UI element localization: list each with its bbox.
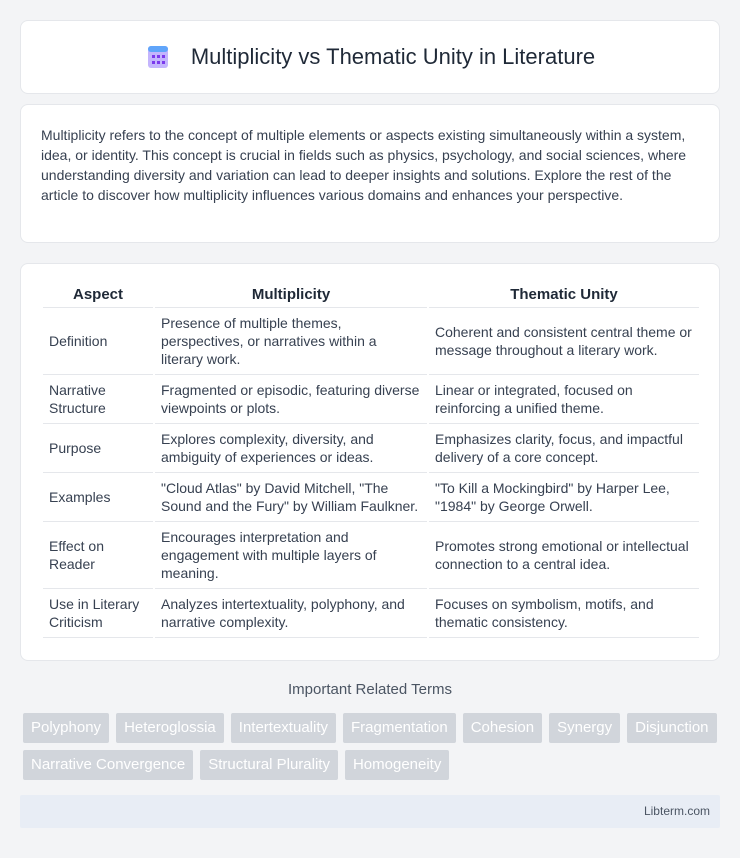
related-term-tag[interactable]: Narrative Convergence: [23, 750, 193, 780]
cell-thematic-unity: Linear or integrated, focused on reinforcing a unified theme.: [429, 375, 699, 424]
cell-thematic-unity: Emphasizes clarity, focus, and impactful delivery of a core concept.: [429, 424, 699, 473]
related-term-tag[interactable]: Cohesion: [463, 713, 542, 743]
related-terms-list: [23, 713, 723, 780]
cell-multiplicity: Fragmented or episodic, featuring diverse viewpoints or plots.: [155, 375, 427, 424]
table-row: [43, 589, 699, 638]
cell-multiplicity: Presence of multiple themes, perspectives, or narratives within a literary work.: [155, 308, 427, 375]
cell-multiplicity: Analyzes intertextuality, polyphony, and narrative complexity.: [155, 589, 427, 638]
column-header-multiplicity: Multiplicity: [155, 282, 427, 308]
column-header-aspect: Aspect: [43, 282, 153, 308]
document-icon: [145, 44, 171, 70]
related-term-tag[interactable]: Heteroglossia: [116, 713, 224, 743]
cell-multiplicity: Explores complexity, diversity, and ambiguity of experiences or ideas.: [155, 424, 427, 473]
related-term-tag[interactable]: Synergy: [549, 713, 620, 743]
cell-thematic-unity: "To Kill a Mockingbird" by Harper Lee, "1984" by George Orwell.: [429, 473, 699, 522]
table-row: [43, 375, 699, 424]
related-term-tag[interactable]: Homogeneity: [345, 750, 449, 780]
table-header-row: [43, 282, 699, 308]
table-row: [43, 424, 699, 473]
footer: [20, 795, 720, 828]
cell-aspect: Definition: [43, 308, 153, 375]
title-card: [20, 20, 720, 94]
cell-aspect: Effect on Reader: [43, 522, 153, 589]
cell-thematic-unity: Promotes strong emotional or intellectual connection to a central idea.: [429, 522, 699, 589]
cell-aspect: Purpose: [43, 424, 153, 473]
table-row: [43, 522, 699, 589]
comparison-table: [41, 282, 701, 638]
cell-aspect: Examples: [43, 473, 153, 522]
column-header-thematic-unity: Thematic Unity: [429, 282, 699, 308]
related-terms-title: Important Related Terms: [288, 681, 452, 698]
cell-thematic-unity: Focuses on symbolism, motifs, and thematic consistency.: [429, 589, 699, 638]
cell-thematic-unity: Coherent and consistent central theme or message throughout a literary work.: [429, 308, 699, 375]
cell-multiplicity: Encourages interpretation and engagement with multiple layers of meaning.: [155, 522, 427, 589]
intro-card: [20, 104, 720, 243]
table-row: [43, 308, 699, 375]
footer-site-link[interactable]: Libterm.com: [643, 804, 710, 818]
cell-aspect: Use in Literary Criticism: [43, 589, 153, 638]
related-term-tag[interactable]: Fragmentation: [343, 713, 456, 743]
cell-multiplicity: "Cloud Atlas" by David Mitchell, "The Sound and the Fury" by William Faulkner.: [155, 473, 427, 522]
intro-text: Multiplicity refers to the concept of multiple elements or aspects existing simultaneously within a system, idea, or identity. This concept is crucial in fields such as physics, psychology, and social sciences, where understanding diversity and variation can lead to deeper insights and solutions. Explore the rest of the article to discover how multiplicity influences various domains and enhances your perspective.: [41, 127, 687, 203]
table-row: [43, 473, 699, 522]
related-term-tag[interactable]: Intertextuality: [231, 713, 336, 743]
comparison-card: [20, 263, 720, 661]
related-term-tag[interactable]: Disjunction: [627, 713, 716, 743]
cell-aspect: Narrative Structure: [43, 375, 153, 424]
page-title: Multiplicity vs Thematic Unity in Literature: [190, 44, 596, 69]
related-term-tag[interactable]: Structural Plurality: [200, 750, 338, 780]
related-term-tag[interactable]: Polyphony: [23, 713, 109, 743]
